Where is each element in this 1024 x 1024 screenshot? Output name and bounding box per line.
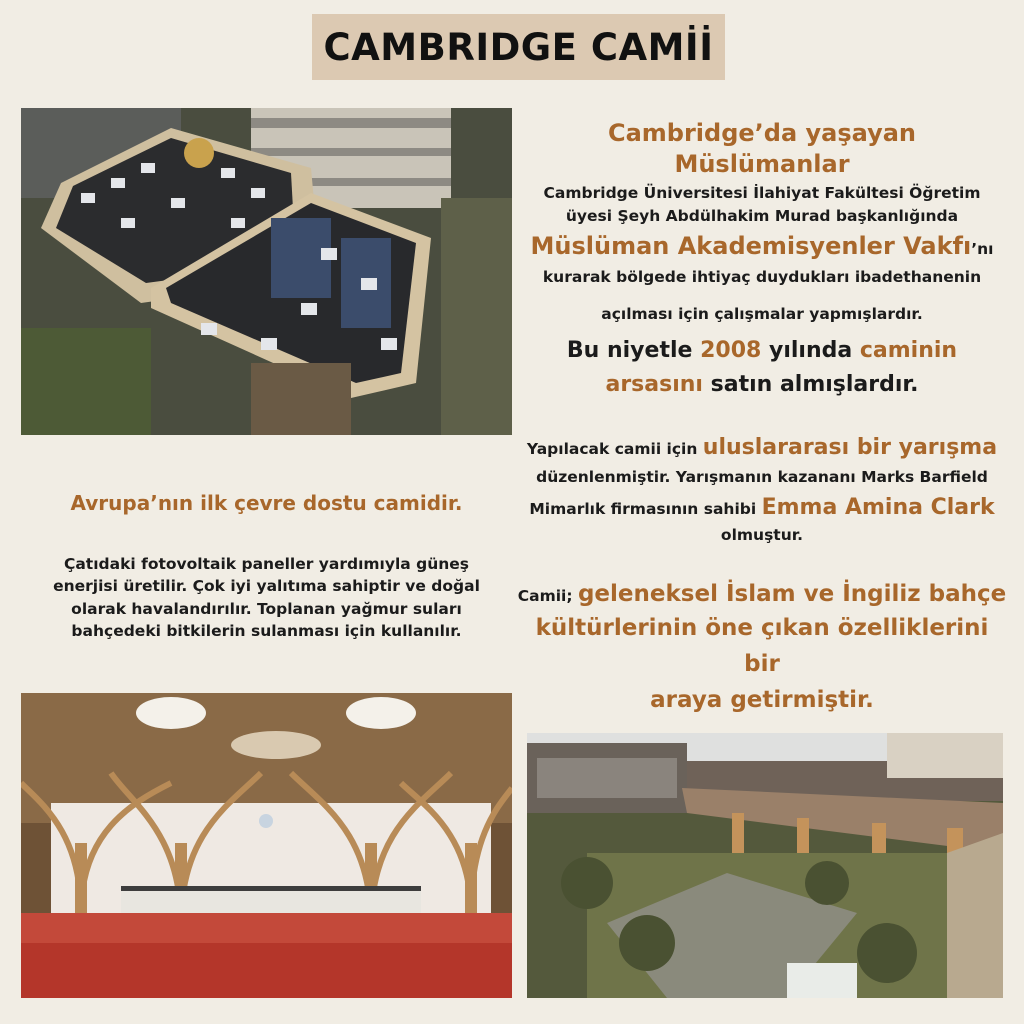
eco-line-3: olarak havalandırılır. Toplanan yağmur suları xyxy=(71,599,462,618)
purchase-year: 2008 xyxy=(700,338,762,363)
competition-line-2: düzenlenmiştir. Yarışmanın kazananı Marks Barfield xyxy=(536,467,988,486)
history-line-1: Cambridge Üniversitesi İlahiyat Fakültesi Öğretim xyxy=(543,184,981,203)
garden-courtyard-photo xyxy=(527,733,1003,998)
eco-line-1: Çatıdaki fotovoltaik paneller yardımıyla güneş xyxy=(63,555,470,573)
history-block xyxy=(522,118,1002,325)
culture-line-3: araya getirmiştir. xyxy=(650,686,874,713)
competition-line-1: Yapılacak camii için uluslararası bir yarışma xyxy=(526,435,998,460)
culture-line-1: Camii; geleneksel İslam ve İngiliz bahçe xyxy=(517,581,1007,607)
eco-line-2: enerjisi üretilir. Çok iyi yalıtıma sahiptir ve doğal xyxy=(53,577,480,596)
history-line-2: üyesi Şeyh Abdülhakim Murad başkanlığında xyxy=(565,206,959,225)
page-title: CAMBRIDGE CAMİİ xyxy=(323,25,714,69)
culture-block xyxy=(514,578,1010,718)
purchase-block xyxy=(522,334,1002,402)
eco-description xyxy=(21,553,512,643)
competition-line-4: olmuştur. xyxy=(720,526,804,545)
foundation-name: Müslüman Akademisyenler Vakfı xyxy=(530,232,972,261)
competition-block xyxy=(514,432,1010,547)
aerial-mosque-photo xyxy=(21,108,512,435)
eco-line-4: bahçedeki bitkilerin sulanması için kullanılır. xyxy=(71,622,462,641)
competition-line-3: Mimarlık firmasının sahibi Emma Amina Clark xyxy=(529,495,995,521)
history-line-5: açılması için çalışmalar yapmışlardır. xyxy=(601,304,923,323)
architect-name: Emma Amina Clark xyxy=(761,495,995,521)
culture-line-2: kültürlerinin öne çıkan özelliklerini bir xyxy=(535,615,989,677)
history-heading: Cambridge’da yaşayan Müslümanlar xyxy=(607,119,917,179)
purchase-line-1: Bu niyetle 2008 yılında caminin xyxy=(566,338,958,363)
history-line-3: Müslüman Akademisyenler Vakfı’nı xyxy=(530,232,994,261)
purchase-line-2: arsasını satın almışlardır. xyxy=(605,372,919,398)
interior-prayer-hall-photo xyxy=(21,693,512,998)
eco-heading: Avrupa’nın ilk çevre dostu camidir. xyxy=(70,491,463,515)
competition-highlight: uluslararası bir yarışma xyxy=(702,435,998,460)
title-banner xyxy=(312,14,725,80)
history-line-4: kurarak bölgede ihtiyaç duydukları ibadethanenin xyxy=(542,268,982,287)
